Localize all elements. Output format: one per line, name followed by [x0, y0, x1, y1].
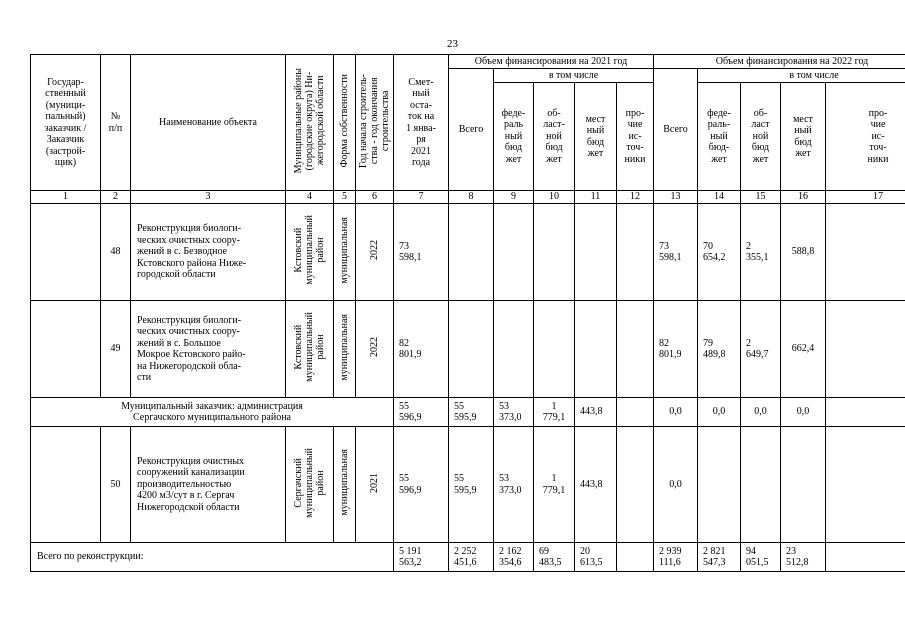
district: Сергачский муниципальный район [286, 427, 334, 543]
estimate-value: 73 598,1 [394, 204, 449, 301]
year: 2022 [356, 301, 394, 398]
total-2022: 73 598,1 [654, 204, 698, 301]
object-name: Реконструкция очистных сооружений канализации производительностью 4200 м3/сут в г. Сергач Нижегородской области [131, 427, 286, 543]
ownership: муниципальная [334, 204, 356, 301]
col-number: 6 [356, 191, 394, 204]
federal-2021: 2 162 354,6 [494, 543, 534, 572]
federal-2022: 79 489,8 [698, 301, 741, 398]
regional-2021: 69 483,5 [534, 543, 575, 572]
local-2022: 588,8 [781, 204, 826, 301]
regional-2021: 1 779,1 [534, 398, 575, 427]
col-number: 15 [741, 191, 781, 204]
regional-2022: 94 051,5 [741, 543, 781, 572]
col-number: 8 [449, 191, 494, 204]
header-ownership: Форма собственности [334, 55, 356, 191]
col-number: 17 [826, 191, 905, 204]
col-number: 2 [101, 191, 131, 204]
column-numbers-row [31, 191, 905, 204]
page-number: 23 [447, 38, 458, 50]
header-including-2021: в том числе [494, 69, 654, 83]
total-label: Всего по реконструкции: [31, 543, 394, 572]
header-local-2021: мест ный бюд жет [575, 83, 617, 191]
local-2021: 443,8 [575, 427, 617, 543]
col-number: 10 [534, 191, 575, 204]
regional-2022: 2 649,7 [741, 301, 781, 398]
local-2021: 20 613,5 [575, 543, 617, 572]
year: 2022 [356, 204, 394, 301]
col-number: 1 [31, 191, 101, 204]
estimate-value: 82 801,9 [394, 301, 449, 398]
header-object: Наименование объекта [131, 55, 286, 191]
estimate-value: 55 596,9 [394, 398, 449, 427]
row-number: 48 [101, 204, 131, 301]
local-2022: 23 512,8 [781, 543, 826, 572]
customer-row [31, 398, 905, 427]
col-number: 4 [286, 191, 334, 204]
header-including-2022: в том числе [698, 69, 905, 83]
col-number: 5 [334, 191, 356, 204]
table-row [31, 301, 905, 398]
object-name: Реконструкция биологи- ческих очистных соору- жений в с. Безводное Кстовского района Ниже- городской области [131, 204, 286, 301]
estimate-value: 5 191 563,2 [394, 543, 449, 572]
total-2021: 2 252 451,6 [449, 543, 494, 572]
total-row [31, 543, 905, 572]
header-total-2022: Всего [654, 69, 698, 191]
header-fin-2021: Объем финансирования на 2021 год [449, 55, 654, 69]
header-fin-2022: Объем финансирования на 2022 год [654, 55, 905, 69]
table-row [31, 204, 905, 301]
total-2022: 0,0 [654, 398, 698, 427]
header-other-2022: про- чие ис- точ- ники [826, 83, 905, 191]
financing-table [30, 54, 905, 572]
header-other-2021: про- чие ис- точ- ники [617, 83, 654, 191]
total-2022: 0,0 [654, 427, 698, 543]
district: Кстовский муниципальный район [286, 204, 334, 301]
local-2022: 662,4 [781, 301, 826, 398]
federal-2021: 53 373,0 [494, 398, 534, 427]
regional-2022: 2 355,1 [741, 204, 781, 301]
total-2022: 82 801,9 [654, 301, 698, 398]
col-number: 12 [617, 191, 654, 204]
table-row [31, 427, 905, 543]
col-number: 3 [131, 191, 286, 204]
header-regional-2022: об- ласт ной бюд жет [741, 83, 781, 191]
header-local-2022: мест ный бюд жет [781, 83, 826, 191]
local-2022: 0,0 [781, 398, 826, 427]
total-2021: 55 595,9 [449, 398, 494, 427]
ownership: муниципальная [334, 301, 356, 398]
total-2022: 2 939 111,6 [654, 543, 698, 572]
header-years: Год начала строитель- ства - год окончания строительства [356, 55, 394, 191]
header-federal-2022: федe- раль- ный бюд- жет [698, 83, 741, 191]
header-num: № п/п [101, 55, 131, 191]
col-number: 7 [394, 191, 449, 204]
regional-2021: 1 779,1 [534, 427, 575, 543]
estimate-value: 55 596,9 [394, 427, 449, 543]
customer-label: Муниципальный заказчик: администрация Сергачского муниципального района [31, 398, 394, 427]
ownership: муниципальная [334, 427, 356, 543]
year: 2021 [356, 427, 394, 543]
row-number: 50 [101, 427, 131, 543]
row-number: 49 [101, 301, 131, 398]
header-federal-2021: феде- раль ный бюд жет [494, 83, 534, 191]
federal-2022: 70 654,2 [698, 204, 741, 301]
header-district: Муниципальные районы (городские округа) Ни- жегородской области [286, 55, 334, 191]
header-total-2021: Всего [449, 69, 494, 191]
district: Кстовский муниципальный район [286, 301, 334, 398]
col-number: 14 [698, 191, 741, 204]
regional-2022: 0,0 [741, 398, 781, 427]
federal-2021: 53 373,0 [494, 427, 534, 543]
header-customer: Государ- ственный (муници- пальный) заказчик / Заказчик (застрой- щик) [31, 55, 101, 191]
col-number: 11 [575, 191, 617, 204]
local-2021: 443,8 [575, 398, 617, 427]
federal-2022: 2 821 547,3 [698, 543, 741, 572]
col-number: 13 [654, 191, 698, 204]
col-number: 16 [781, 191, 826, 204]
header-estimate: Смет- ный оста- ток на 1 янва- ря 2021 года [394, 55, 449, 191]
federal-2022: 0,0 [698, 398, 741, 427]
object-name: Реконструкция биологи- ческих очистных соору- жений в с. Большое Мокрое Кстовского райо- на Нижегородской обла- сти [131, 301, 286, 398]
col-number: 9 [494, 191, 534, 204]
header-regional-2021: об- ласт- ной бюд жет [534, 83, 575, 191]
total-2021: 55 595,9 [449, 427, 494, 543]
